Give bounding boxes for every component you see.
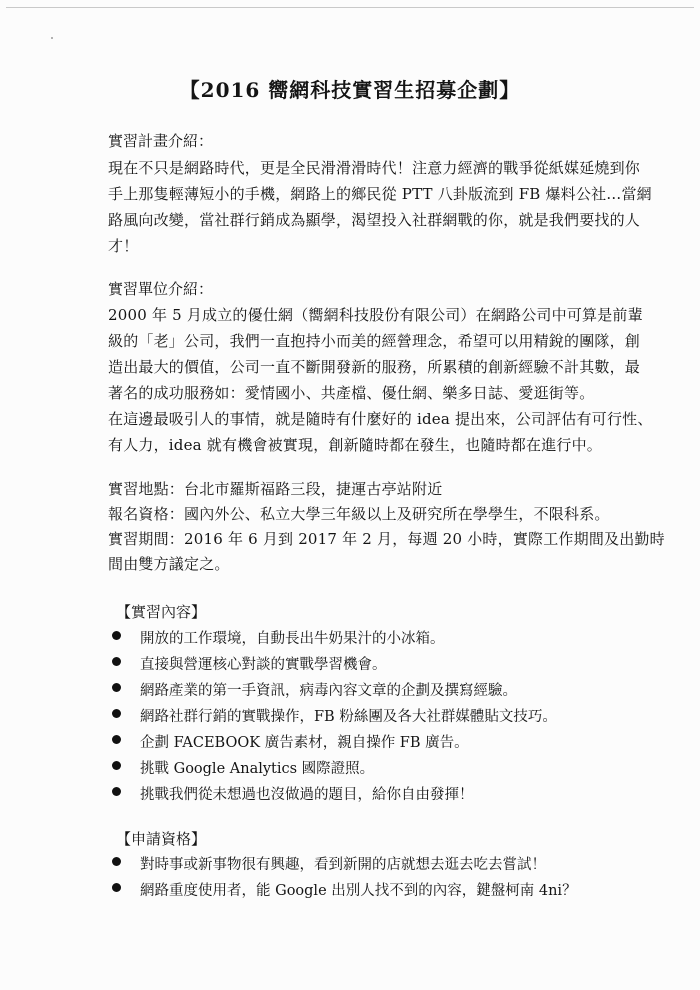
company-line: 2000 年 5 月成立的優仕網（嚮網科技股份有限公司）在網路公司中可算是前輩 <box>108 306 643 324</box>
bullet-icon <box>112 883 121 892</box>
program-line: 路風向改變，當社群行銷成為顯學，渴望投入社群網戰的你，就是我們要找的人 <box>108 211 641 229</box>
qualification-item-text: 網路重度使用者，能 Google 出別人找不到的內容，鍵盤柯南 4ni？ <box>140 883 577 899</box>
document-title: 【2016 嚮網科技實習生招募企劃】 <box>179 78 521 102</box>
period-line-cont: 間由雙方議定之。 <box>108 555 230 573</box>
bullet-icon <box>112 657 121 666</box>
bullet-icon <box>112 857 121 866</box>
content-item-text: 網路社群行銷的實戰操作，FB 粉絲團及各大社群媒體貼文技巧。 <box>140 709 557 725</box>
location-line: 實習地點：台北市羅斯福路三段，捷運古亭站附近 <box>108 480 443 498</box>
content-heading: 【實習內容】 <box>116 603 207 621</box>
scan-top-edge <box>6 7 694 8</box>
content-item-text: 挑戰 Google Analytics 國際證照。 <box>140 761 375 777</box>
period-line: 實習期間：2016 年 6 月到 2017 年 2 月，每週 20 小時，實際工作期間及出勤時 <box>108 530 665 548</box>
company-line: 有人力，idea 就有機會被實現，創新隨時都在發生，也隨時都在進行中。 <box>108 436 602 454</box>
bullet-icon <box>112 683 121 692</box>
qualifications-heading: 【申請資格】 <box>116 830 207 848</box>
program-heading: 實習計畫介紹： <box>108 132 214 150</box>
company-line: 著名的成功服務如：愛情國小、共產檔、優仕網、樂多日誌、愛逛街等。 <box>108 384 595 402</box>
bullet-icon <box>112 709 121 718</box>
content-item-text: 企劃 FACEBOOK 廣告素材，親自操作 FB 廣告。 <box>140 735 469 751</box>
content-item-text: 開放的工作環境，自動長出牛奶果汁的小冰箱。 <box>140 631 445 647</box>
content-item-text: 直接與營運核心對談的實戰學習機會。 <box>140 657 387 673</box>
bullet-icon <box>112 787 121 796</box>
program-line: 現在不只是網路時代，更是全民滑滑滑時代！注意力經濟的戰爭從紙媒延燒到你 <box>108 159 641 177</box>
company-line: 在這邊最吸引人的事情，就是隨時有什麼好的 idea 提出來，公司評估有可行性、 <box>108 410 653 428</box>
program-line: 才！ <box>108 237 139 255</box>
company-line: 造出最大的價值，公司一直不斷開發新的服務，所累積的創新經驗不計其數，最 <box>108 358 641 376</box>
eligibility-line: 報名資格：國內外公、私立大學三年級以上及研究所在學學生，不限科系。 <box>108 505 610 523</box>
company-line: 級的「老」公司，我們一直抱持小而美的經營理念，希望可以用精銳的團隊，創 <box>108 332 641 350</box>
company-heading: 實習單位介紹： <box>108 280 214 298</box>
content-item-text: 挑戰我們從未想過也沒做過的題目，給你自由發揮！ <box>140 787 474 803</box>
bullet-icon <box>112 761 121 770</box>
scan-speck <box>51 37 53 39</box>
bullet-icon <box>112 631 121 640</box>
qualification-item-text: 對時事或新事物很有興趣，看到新開的店就想去逛去吃去嘗試！ <box>140 857 546 873</box>
content-item-text: 網路產業的第一手資訊，病毒內容文章的企劃及撰寫經驗。 <box>140 683 517 699</box>
bullet-icon <box>112 735 121 744</box>
program-line: 手上那隻輕薄短小的手機，網路上的鄉民從 PTT 八卦版流到 FB 爆料公社…當網 <box>108 185 652 203</box>
